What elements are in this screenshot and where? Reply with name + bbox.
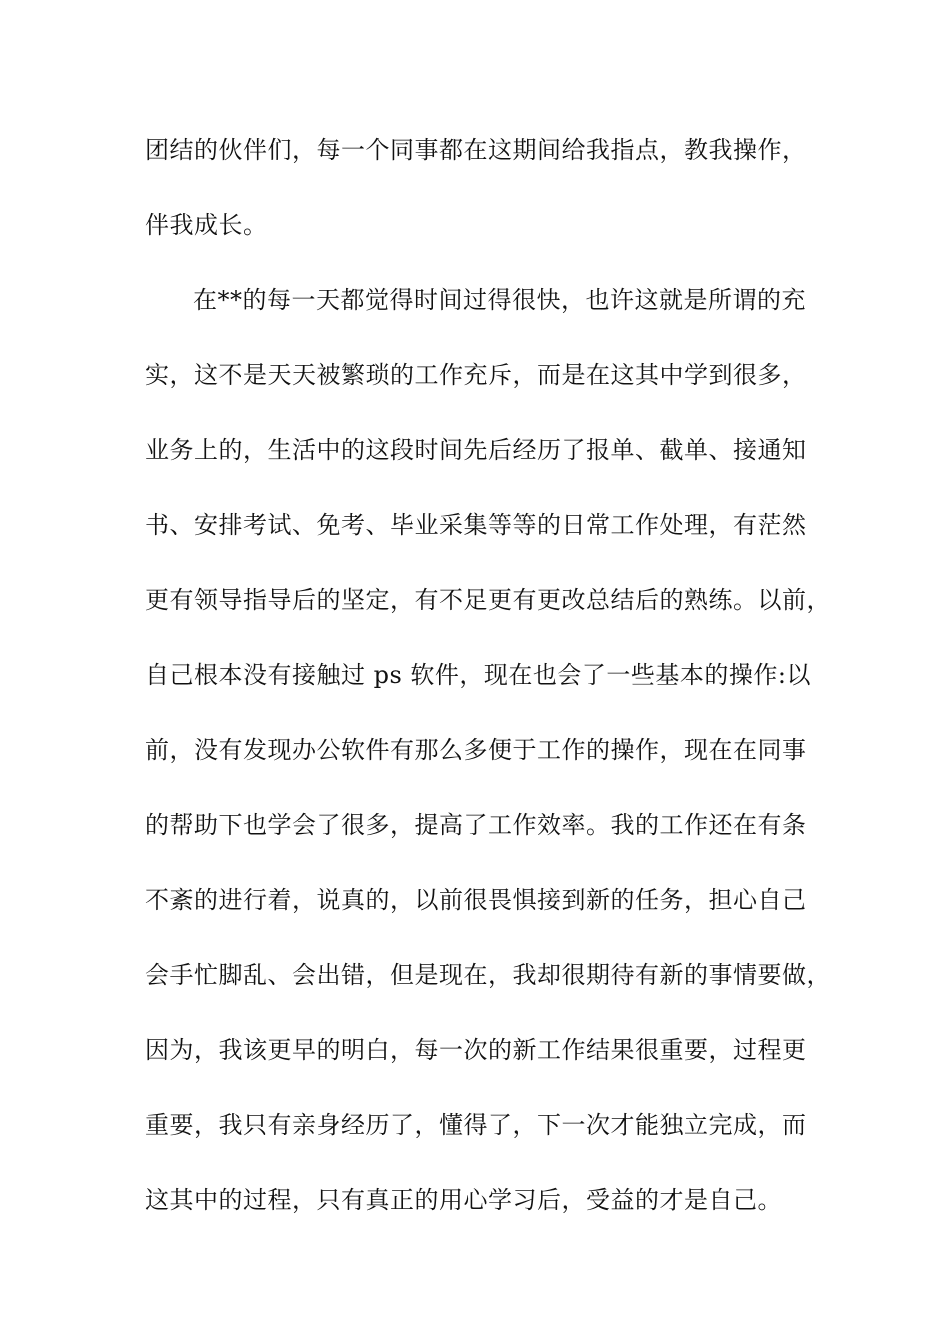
text-line: 更有领导指导后的坚定，有不足更有更改总结后的熟练。以前， bbox=[145, 586, 831, 614]
text-line: 的帮助下也学会了很多，提高了工作效率。我的工作还在有条 bbox=[145, 811, 807, 839]
text-line: 书、安排考试、免考、毕业采集等等的日常工作处理，有茫然 bbox=[145, 511, 807, 539]
text-line: 团结的伙伴们，每一个同事都在这期间给我指点，教我操作， bbox=[145, 136, 807, 164]
text-line: 前，没有发现办公软件有那么多便于工作的操作，现在在同事 bbox=[145, 736, 807, 764]
text-line: 不紊的进行着，说真的，以前很畏惧接到新的任务，担心自己 bbox=[145, 886, 807, 914]
text-line: 因为，我该更早的明白，每一次的新工作结果很重要，过程更 bbox=[145, 1036, 807, 1064]
paragraph-start-line: 在**的每一天都觉得时间过得很快，也许这就是所谓的充 bbox=[193, 286, 806, 314]
text-line: 这其中的过程，只有真正的用心学习后，受益的才是自己。 bbox=[145, 1186, 782, 1214]
text-line: 实，这不是天天被繁琐的工作充斥，而是在这其中学到很多， bbox=[145, 361, 807, 389]
text-line: 业务上的，生活中的这段时间先后经历了报单、截单、接通知 bbox=[145, 436, 807, 464]
text-line: 伴我成长。 bbox=[145, 211, 268, 239]
text-line: 会手忙脚乱、会出错，但是现在，我却很期待有新的事情要做， bbox=[145, 961, 831, 989]
text-line: 自己根本没有接触过 ps 软件，现在也会了一些基本的操作:以 bbox=[145, 661, 812, 689]
text-line: 重要，我只有亲身经历了，懂得了，下一次才能独立完成，而 bbox=[145, 1111, 807, 1139]
